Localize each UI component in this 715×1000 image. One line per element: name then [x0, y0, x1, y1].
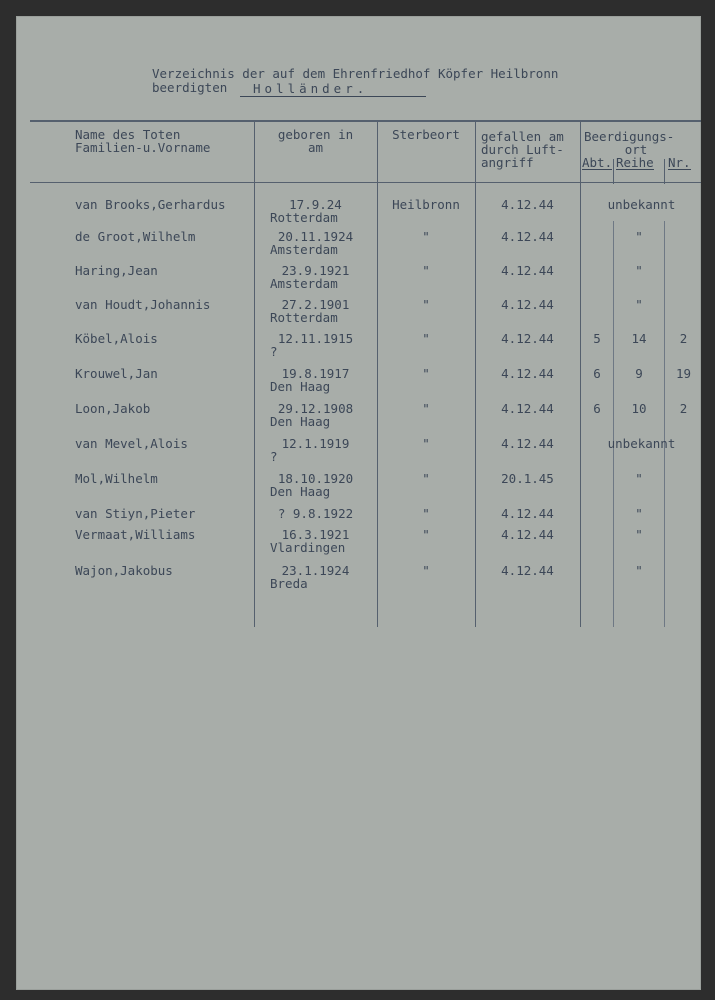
- cell-death-place: ": [422, 229, 430, 244]
- cell-born-place: ?: [270, 449, 278, 464]
- cell-death-place: ": [422, 263, 430, 278]
- header-death-place: Sterbeort: [392, 127, 460, 142]
- column-divider: [580, 121, 581, 627]
- cell-name: Haring,Jean: [75, 263, 158, 278]
- cell-reihe: ": [635, 263, 643, 278]
- cell-death-place: ": [422, 297, 430, 312]
- cell-fallen: 4.12.44: [501, 197, 554, 212]
- cell-death-place: ": [422, 436, 430, 451]
- cell-nr: 19: [675, 366, 692, 381]
- document-title-line1: Verzeichnis der auf dem Ehrenfriedhof Köpfer Heilbronn: [152, 66, 559, 81]
- cell-reihe: ": [635, 506, 643, 521]
- cell-fallen: 4.12.44: [501, 297, 554, 312]
- table-header-rule: [30, 182, 701, 183]
- header-fallen-line2: durch Luft-: [481, 142, 564, 157]
- cell-death-place: ": [422, 471, 430, 486]
- column-divider: [475, 121, 476, 627]
- cell-fallen: 4.12.44: [501, 506, 554, 521]
- header-name-line2: Familien-u.Vorname: [75, 140, 211, 155]
- header-abt: Abt.: [582, 155, 613, 170]
- cell-fallen: 4.12.44: [501, 527, 554, 542]
- header-born-line2: am: [307, 140, 324, 155]
- cell-name: van Mevel,Alois: [75, 436, 188, 451]
- cell-death-place: Heilbronn: [392, 197, 460, 212]
- document-title-emphasis: Holländer.: [253, 81, 369, 96]
- cell-name: van Brooks,Gerhardus: [75, 197, 226, 212]
- cell-name: van Stiyn,Pieter: [75, 506, 196, 521]
- cell-reihe: ": [635, 563, 643, 578]
- cell-name: Mol,Wilhelm: [75, 471, 158, 486]
- cell-name: de Groot,Wilhelm: [75, 229, 196, 244]
- header-fallen-line1: gefallen am: [481, 129, 564, 144]
- cell-death-place: ": [422, 506, 430, 521]
- header-nr: Nr.: [668, 155, 691, 170]
- cell-born-date: 17.9.24: [289, 197, 342, 212]
- cell-fallen: 20.1.45: [501, 471, 554, 486]
- cell-born-place: Rotterdam: [270, 210, 338, 225]
- cell-name: Krouwel,Jan: [75, 366, 158, 381]
- cell-reihe: ": [635, 229, 643, 244]
- cell-fallen: 4.12.44: [501, 331, 554, 346]
- cell-burial: unbekannt: [607, 197, 676, 212]
- cell-born-date: 18.10.1920: [277, 471, 354, 486]
- cell-reihe: ": [635, 297, 643, 312]
- column-divider: [613, 221, 614, 627]
- cell-born-date: 20.11.1924: [277, 229, 354, 244]
- header-fallen-line3: angriff: [481, 155, 534, 170]
- cell-reihe: ": [635, 527, 643, 542]
- cell-born-date: 27.2.1901: [281, 297, 350, 312]
- header-reihe: Reihe: [616, 155, 654, 170]
- cell-fallen: 4.12.44: [501, 436, 554, 451]
- cell-name: Loon,Jakob: [75, 401, 151, 416]
- column-divider: [613, 159, 614, 184]
- header-burial-line2: ort: [624, 142, 648, 157]
- document-title-line2-prefix: beerdigten: [152, 80, 228, 95]
- column-divider: [377, 121, 378, 627]
- cell-born-date: 12.1.1919: [281, 436, 350, 451]
- cell-death-place: ": [422, 366, 430, 381]
- cell-death-place: ": [422, 563, 430, 578]
- cell-name: Vermaat,Williams: [75, 527, 196, 542]
- cell-abt: 6: [593, 401, 601, 416]
- cell-death-place: ": [422, 527, 430, 542]
- cell-nr: 2: [679, 331, 688, 346]
- cell-abt: 5: [593, 331, 601, 346]
- cell-reihe: 9: [635, 366, 643, 381]
- cell-reihe: 10: [631, 401, 647, 416]
- column-divider: [254, 121, 255, 627]
- cell-fallen: 4.12.44: [501, 263, 554, 278]
- cell-name: van Houdt,Johannis: [75, 297, 211, 312]
- header-born-line1: geboren in: [277, 127, 354, 142]
- document-page: [16, 16, 701, 990]
- column-divider: [664, 159, 665, 184]
- cell-born-place: Den Haag: [270, 379, 331, 394]
- cell-name: Wajon,Jakobus: [75, 563, 173, 578]
- cell-born-place: Amsterdam: [270, 242, 338, 257]
- cell-burial: unbekannt: [607, 436, 676, 451]
- cell-reihe: 14: [631, 331, 647, 346]
- cell-abt: 6: [593, 366, 601, 381]
- cell-born-place: Rotterdam: [270, 310, 338, 325]
- cell-born-date: 19.8.1917: [281, 366, 350, 381]
- cell-born-place: ?: [270, 344, 278, 359]
- cell-death-place: ": [422, 401, 430, 416]
- cell-fallen: 4.12.44: [501, 366, 554, 381]
- cell-born-place: Den Haag: [270, 414, 331, 429]
- header-name-line1: Name des Toten: [75, 127, 181, 142]
- cell-born-date: ? 9.8.1922: [277, 506, 354, 521]
- cell-born-place: Vlardingen: [270, 540, 346, 555]
- cell-born-date: 23.1.1924: [281, 563, 350, 578]
- column-divider: [664, 221, 665, 627]
- cell-name: Köbel,Alois: [75, 331, 158, 346]
- cell-fallen: 4.12.44: [501, 563, 554, 578]
- cell-born-date: 16.3.1921: [281, 527, 350, 542]
- cell-fallen: 4.12.44: [501, 401, 554, 416]
- title-underline: [240, 96, 426, 97]
- cell-nr: 2: [679, 401, 688, 416]
- cell-born-date: 29.12.1908: [277, 401, 354, 416]
- cell-born-place: Amsterdam: [270, 276, 338, 291]
- header-burial-line1: Beerdigungs-: [584, 129, 675, 144]
- table-top-rule: [30, 120, 701, 122]
- cell-reihe: ": [635, 471, 643, 486]
- cell-born-place: Breda: [270, 576, 308, 591]
- cell-born-date: 12.11.1915: [277, 331, 354, 346]
- cell-fallen: 4.12.44: [501, 229, 554, 244]
- cell-born-date: 23.9.1921: [281, 263, 350, 278]
- cell-death-place: ": [422, 331, 430, 346]
- cell-born-place: Den Haag: [270, 484, 331, 499]
